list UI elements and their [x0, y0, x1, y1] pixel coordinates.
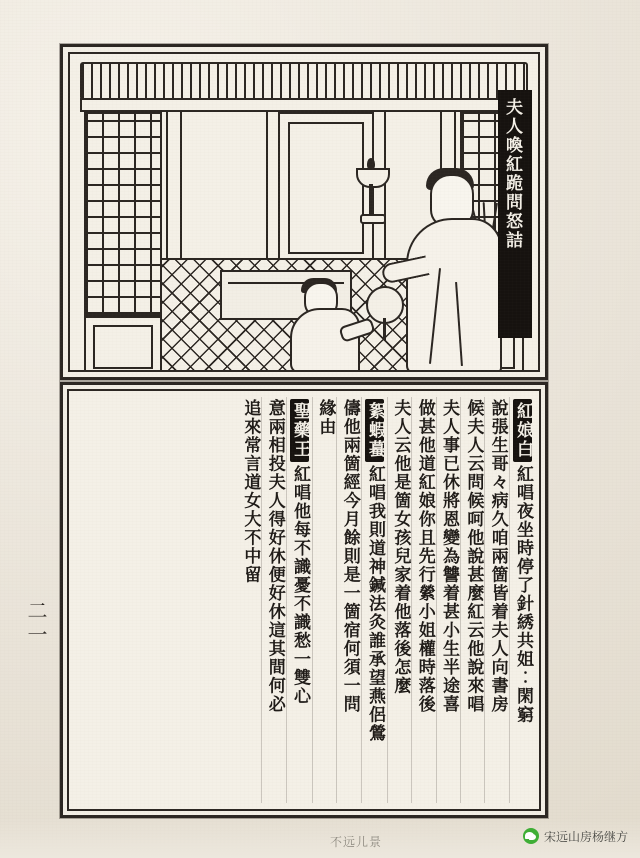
tune-title-tag: 絮蝦蟇 [365, 399, 384, 462]
figure-madam-seated [400, 172, 508, 370]
rolled-curtain-beam [80, 62, 528, 100]
column-text: 做甚他道紅娘你且先行縈小姐權時落後 [414, 399, 435, 714]
round-fan [366, 286, 404, 324]
lamp-bowl [356, 168, 390, 188]
column-text: 紅唱夜坐時停了針綉共姐︰閑窮 [513, 465, 533, 724]
wechat-icon [523, 828, 539, 844]
text-column [387, 397, 411, 803]
folio-number: 二一 [24, 600, 48, 648]
lattice-window-left [84, 112, 162, 316]
speaker-tag: 紅娘白 [513, 399, 532, 462]
illustration-inner-frame [68, 52, 540, 372]
woodblock-text-block [60, 382, 548, 818]
text-columns-container [67, 389, 541, 811]
wall-panel-left [84, 316, 162, 372]
lamp-stem [369, 184, 373, 214]
text-column [336, 397, 360, 803]
wechat-account-name: 宋远山房杨继方 [543, 829, 628, 844]
column-text: 儔他兩箇經今月餘則是一箇宿何須一問 [339, 399, 360, 714]
column-text: 追來常言道女大不中留 [240, 399, 261, 584]
beam-lower-rail [80, 98, 528, 112]
tune-title-tag: 聖藥王 [290, 399, 309, 462]
text-column [436, 397, 460, 803]
figure-hongniang-kneeling [284, 282, 362, 372]
column-text: 緣由 [315, 399, 336, 436]
madam-robe [406, 218, 502, 372]
text-column [238, 397, 261, 803]
text-column [509, 397, 535, 803]
text-column [312, 397, 336, 803]
column-text: 說張生哥々病久咱兩箇皆着夫人向書房 [487, 399, 508, 714]
lamp-stand [356, 158, 386, 228]
text-column [484, 397, 508, 803]
column-text: 紅唱我則道神鍼法灸誰承望燕侶鶯 [365, 465, 386, 743]
text-column [261, 397, 285, 803]
column-text: 夫人云他是箇女孩兒家着他落後怎麼 [390, 399, 411, 695]
column-text: 候夫人云問候呵他說甚麼紅云他說來唱 [463, 399, 484, 714]
text-column [411, 397, 435, 803]
watermark-bar [0, 818, 640, 858]
illustration-caption-cartouche: 夫人喚紅跪問怒詰 [498, 90, 532, 338]
column-text: 意兩相投夫人得好休便好休這其間何必 [264, 399, 285, 714]
text-column [460, 397, 484, 803]
woodblock-illustration [60, 44, 548, 380]
column-text: 紅唱他每不識憂不識愁一雙心 [290, 465, 311, 706]
watermark-left-text: 不远儿景 [330, 835, 383, 849]
lamp-foot [360, 214, 386, 224]
text-column [361, 397, 387, 803]
column-text: 夫人事已休將恩變為讐着甚小生半途喜 [439, 399, 460, 714]
text-column [286, 397, 312, 803]
wechat-account-badge [523, 828, 628, 845]
